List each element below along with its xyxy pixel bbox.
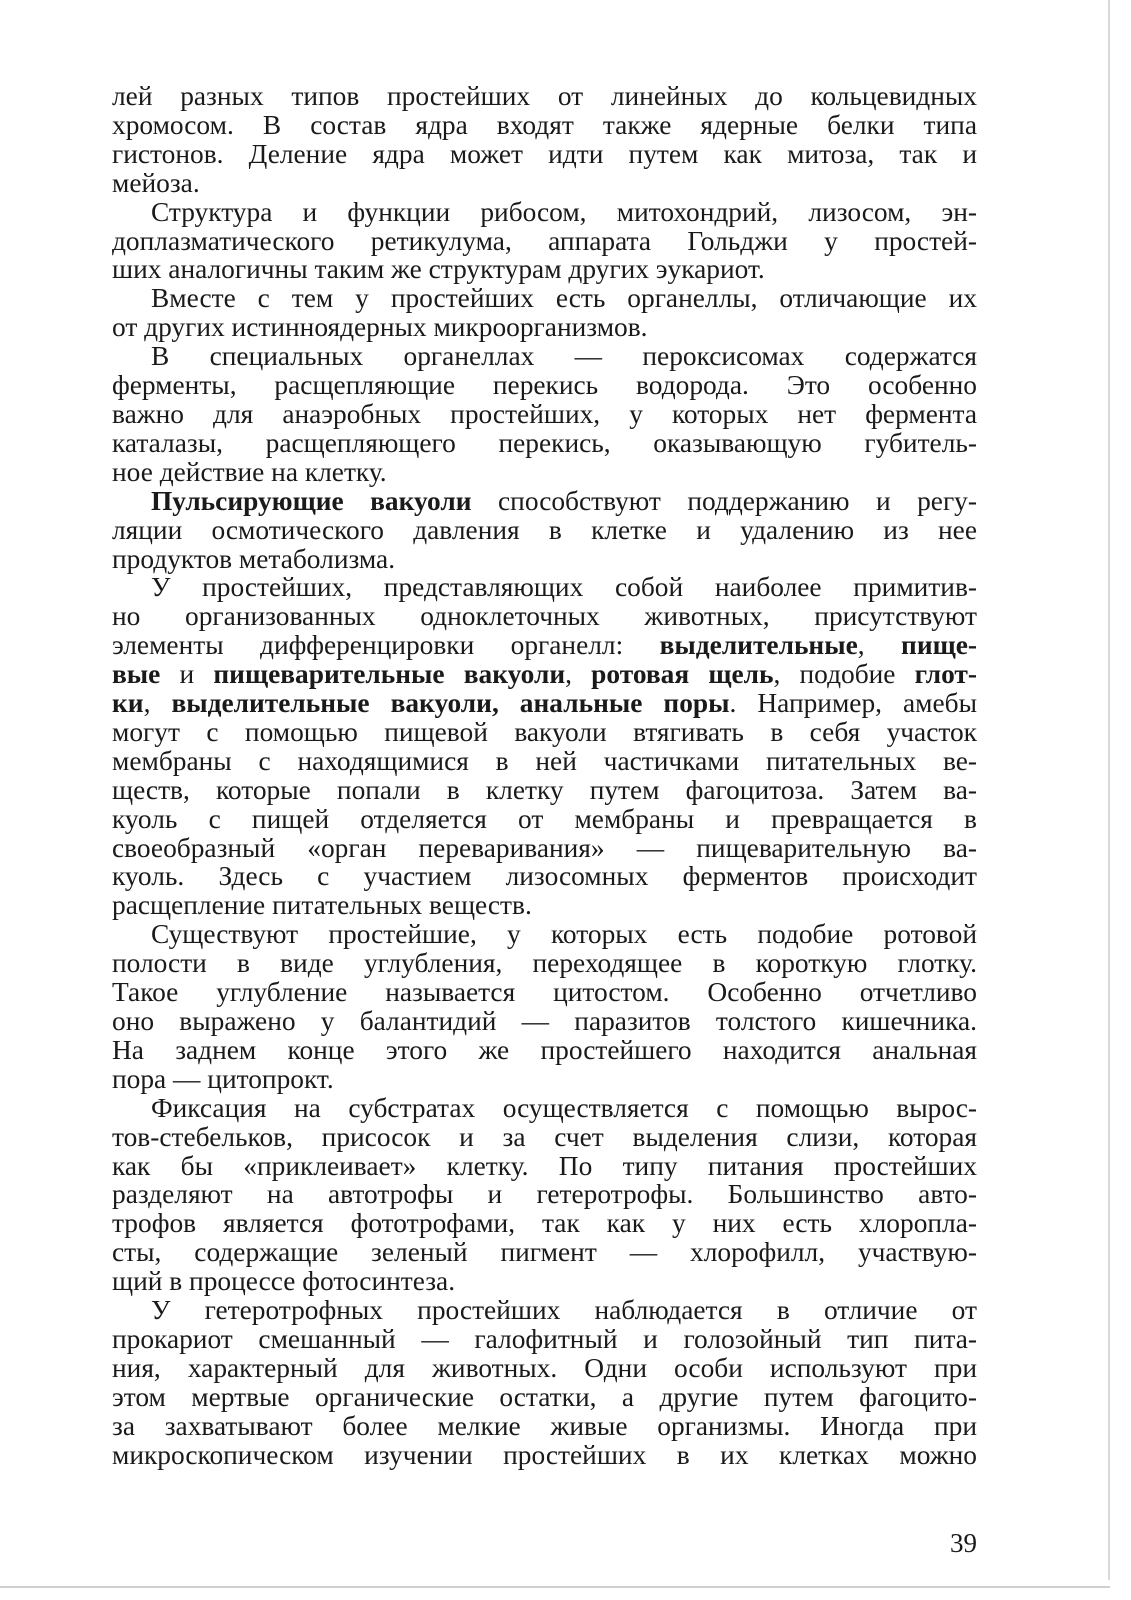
- text-line: ферменты, расщепляющие перекись водорода. Это особенно: [112, 370, 977, 401]
- page-edge-right: [1108, 0, 1110, 1580]
- text-line: хромосом. В состав ядра входят также ядерные белки типа: [112, 109, 977, 140]
- text-line: ших аналогичны таким же структурам других эукариот.: [112, 254, 765, 285]
- text-line: У простейших, представляющих собой наиболее примитив-: [151, 572, 977, 603]
- text-run: . Например, амебы: [729, 688, 977, 719]
- text-line: за захватывают более мелкие живые организмы. Иногда при: [112, 1410, 977, 1441]
- text-line: Структура и функции рибосом, митохондрий, лизосом, эн-: [151, 196, 977, 227]
- text-line: На заднем конце этого же простейшего находится анальная: [112, 1034, 977, 1065]
- bold-term: Пульсирующие вакуоли: [151, 485, 472, 516]
- text-line: куоль с пищей отделяется от мембраны и превращается в: [112, 803, 977, 834]
- text-line: Такое углубление называется цитостом. Особенно отчетливо: [112, 977, 977, 1008]
- text-line: гистонов. Деление ядра может идти путем как митоза, так и: [112, 138, 977, 169]
- text-run: ,: [565, 659, 592, 690]
- text-line: ществ, которые попали в клетку путем фагоцитоза. Затем ва-: [112, 774, 977, 805]
- text-line: продуктов метаболизма.: [112, 543, 396, 574]
- text-line: [112, 631, 977, 660]
- text-line: [112, 660, 977, 689]
- text-line: лей разных типов простейших от линейных до кольцевидных: [112, 81, 977, 111]
- text-line: но организованных одноклеточных животных, присутствуют: [112, 601, 977, 632]
- text-line: В специальных органеллах — пероксисомах содержатся: [151, 341, 977, 372]
- bold-term: вые: [112, 659, 161, 690]
- text-line: ное действие на клетку.: [112, 456, 387, 487]
- text-line: этом мертвые органические остатки, а другие путем фагоцито-: [112, 1381, 977, 1412]
- text-run: ,: [143, 688, 172, 719]
- text-line: от других истинноядерных микроорганизмов.: [112, 312, 648, 343]
- text-line: доплазматического ретикулума, аппарата Гольджи у простей-: [112, 225, 977, 256]
- text-line: полости в виде углубления, переходящее в короткую глотку.: [112, 948, 977, 979]
- text-run: , подобие: [773, 659, 915, 690]
- text-line: щий в процессе фотосинтеза.: [112, 1266, 456, 1297]
- bold-term: пище-: [901, 630, 977, 661]
- bold-term: выделительные: [659, 630, 858, 661]
- text-line: Вместе с тем у простейших есть органеллы, отличающие их: [151, 283, 977, 314]
- text-line: могут с помощью пищевой вакуоли втягивать в себя участок: [112, 716, 977, 747]
- text-run: элементы дифференцировки органелл:: [112, 630, 660, 661]
- text-line: пора — цитопрокт.: [112, 1063, 334, 1094]
- text-line: своеобразный «орган переваривания» — пищеварительную ва-: [112, 832, 977, 863]
- page-number: 39: [950, 1528, 977, 1558]
- text-line: Фиксация на субстратах осуществляется с помощью вырос-: [151, 1092, 977, 1123]
- text-line: [112, 689, 977, 718]
- text-line: микроскопическом изучении простейших в их клетках можно: [112, 1439, 977, 1470]
- text-line: расщепление питательных веществ.: [112, 890, 532, 921]
- bold-term: глот-: [914, 659, 977, 690]
- page-edge-bottom: [0, 1586, 1110, 1588]
- text-line: как бы «приклеивает» клетку. По типу питания простейших: [112, 1150, 977, 1181]
- text-line: [112, 487, 977, 516]
- text-line: мейоза.: [112, 167, 200, 198]
- text-line: куоль. Здесь с участием лизосомных ферментов происходит: [112, 861, 977, 892]
- text-line: каталазы, расщепляющего перекись, оказывающую губитель-: [112, 427, 977, 458]
- text-line: У гетеротрофных простейших наблюдается в отличие от: [151, 1295, 977, 1326]
- text-line: оно выражено у балантидий — паразитов толстого кишечника.: [112, 1006, 977, 1036]
- text-run: ,: [857, 630, 902, 661]
- text-line: прокариот смешанный — галофитный и голозойный тип пита-: [112, 1323, 977, 1354]
- text-line: разделяют на автотрофы и гетеротрофы. Большинство авто-: [112, 1179, 977, 1210]
- bold-term: ротовая щель: [591, 659, 774, 690]
- text-line: сты, содержащие зеленый пигмент — хлорофилл, участвую-: [112, 1237, 977, 1268]
- bold-term: пищеварительные вакуоли: [213, 659, 566, 690]
- text-line: трофов является фототрофами, так как у них есть хлоропла-: [112, 1208, 977, 1239]
- text-line: важно для анаэробных простейших, у которых нет фермента: [112, 398, 977, 429]
- text-line: ляции осмотического давления в клетке и удалению из нее: [112, 514, 977, 545]
- text-line: ния, характерный для животных. Одни особи используют при: [112, 1352, 977, 1383]
- text-line: тов-стебельков, присосок и за счет выделения слизи, которая: [112, 1121, 977, 1152]
- text-run: и: [160, 659, 214, 690]
- bold-term: ки: [112, 688, 144, 719]
- text-line: Существуют простейшие, у которых есть подобие ротовой: [151, 919, 977, 950]
- body-text: [112, 82, 977, 1470]
- text-line: мембраны с находящимися в ней частичками питательных ве-: [112, 745, 977, 776]
- bold-term: выделительные вакуоли, анальные поры: [171, 688, 730, 719]
- text-run: способствуют поддержанию и регу-: [471, 485, 977, 516]
